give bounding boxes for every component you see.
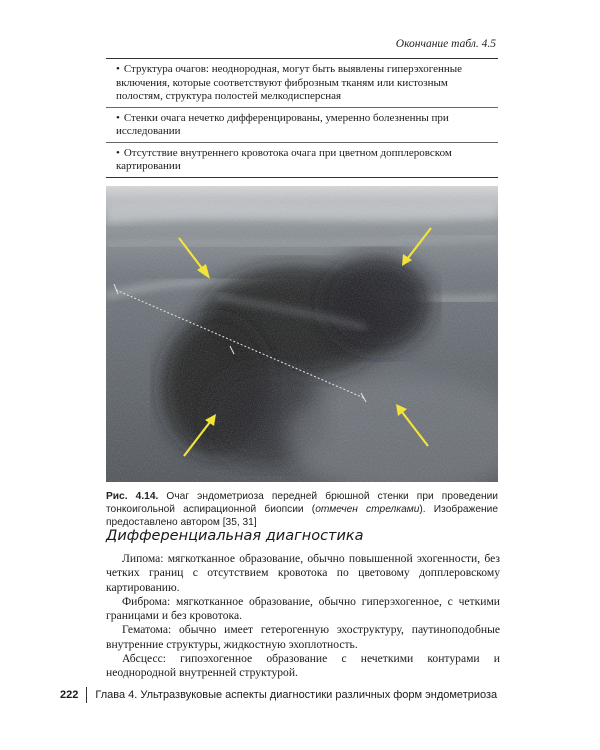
page-number: 222 [60, 689, 79, 701]
page-footer [60, 686, 497, 704]
caption-label: Рис. 4.14. [106, 491, 159, 502]
table-row-text: Отсутствие внутреннего кровотока очага при цветном допплеровском картировании [116, 146, 452, 172]
criteria-table [106, 58, 498, 178]
caption-italic: отмечен стрелками [315, 504, 420, 515]
figure-caption [106, 490, 498, 529]
table-continuation-note: Окончание табл. 4.5 [395, 38, 496, 50]
bullet-icon: • [116, 146, 120, 159]
caption-end: ). Изображение предоставлено автором [35, 31] [106, 504, 498, 528]
section-body [106, 552, 500, 681]
paragraph: Абсцесс: гипоэхогенное образование с нечеткими контурами и неоднородной внутренней структурой. [106, 652, 500, 680]
table-row [106, 59, 498, 108]
footer-divider [86, 687, 87, 703]
ultrasound-image [106, 186, 498, 482]
ultrasound-scan [106, 186, 498, 482]
section-title: Дифференциальная диагностика [106, 528, 364, 544]
paragraph: Фиброма: мягкотканное образование, обычно гиперэхогенное, с четкими границами и без кровотока. [106, 594, 500, 623]
bullet-icon: • [116, 111, 120, 124]
table-row-text: Стенки очага нечетко дифференцированы, умеренно болезненны при исследовании [116, 111, 449, 137]
table-row [106, 143, 498, 177]
caption-text: Очаг эндометриоза передней брюшной стенки при проведении тонкоигольной аспирационной биопсии ( [106, 491, 498, 515]
bullet-icon: • [116, 63, 120, 75]
paragraph: Липома: мягкотканное образование, обычно повышенной эхогенности, без четких границ с отсутствием кровотока по цветовому допплеровскому картированию. [106, 552, 500, 594]
chapter-title: Глава 4. Ультразвуковые аспекты диагностики различных форм эндометриоза [95, 689, 498, 701]
paragraph: Гематома: обычно имеет гетерогенную эхоструктуру, паутиноподобные внутренние структуры, жидкостную эхоплотность. [106, 623, 500, 651]
table-row [106, 108, 498, 143]
table-row-text: Структура очагов: неоднородная, могут быть выявлены гиперэхогенные включения, которые соответствуют фиброзным тканям или кистозным полостям, структура полостей мелкодисперсная [116, 63, 463, 102]
